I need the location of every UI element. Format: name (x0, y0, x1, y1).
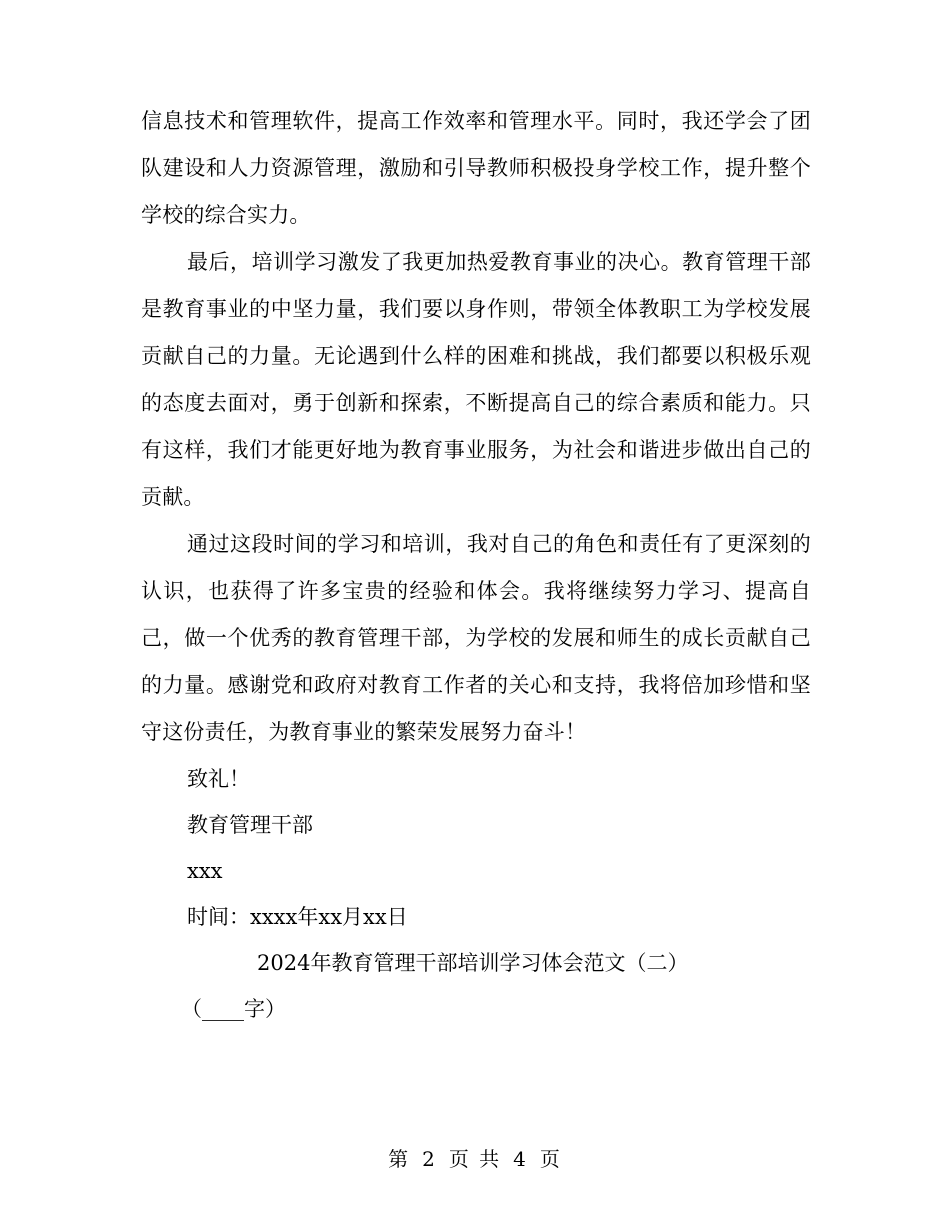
paragraph-summary: 通过这段时间的学习和培训，我对自己的角色和责任有了更深刻的认识，也获得了许多宝贵的经验和体会。我将继续努力学习、提高自己，做一个优秀的教育管理干部，为学校的发展和师生的成长贡献自己的力量。感谢党和政府对教育工作者的关心和支持，我将倍加珍惜和坚守这份责任，为教育事业的繁荣发展努力奋斗！ (141, 532, 811, 744)
date-line: 时间：xxxx年xx月xx日 (187, 905, 408, 929)
next-article-title: 2024年教育管理干部培训学习体会范文（二） (257, 951, 689, 975)
footer-total-pages: 4 (513, 1147, 528, 1171)
footer-current-page: 2 (422, 1147, 437, 1171)
paragraph-conclusion: 最后，培训学习激发了我更加热爱教育事业的决心。教育管理干部是教育事业的中坚力量，我们要以身作则，带领全体教职工为学校发展贡献自己的力量。无论遇到什么样的困难和挑战，我们都要以积极乐观的态度去面对，勇于创新和探索，不断提高自己的综合素质和能力。只有这样，我们才能更好地为教育事业服务，为社会和谐进步做出自己的贡献。 (141, 250, 811, 509)
author-name: xxx (187, 859, 223, 883)
footer-label-end: 页 (539, 1147, 562, 1171)
salutation: 致礼！ (187, 767, 250, 791)
document-body (141, 98, 811, 1032)
signature: 教育管理干部 (187, 813, 313, 837)
paragraph-continued: 信息技术和管理软件，提高工作效率和管理水平。同时，我还学会了团队建设和人力资源管理，激励和引导教师积极投身学校工作，提升整个学校的综合实力。 (141, 109, 811, 227)
page-footer (0, 1144, 950, 1174)
footer-label-page: 第 (388, 1147, 411, 1171)
word-count: （____字） (181, 997, 286, 1021)
footer-label-of: 页 共 (448, 1147, 502, 1171)
